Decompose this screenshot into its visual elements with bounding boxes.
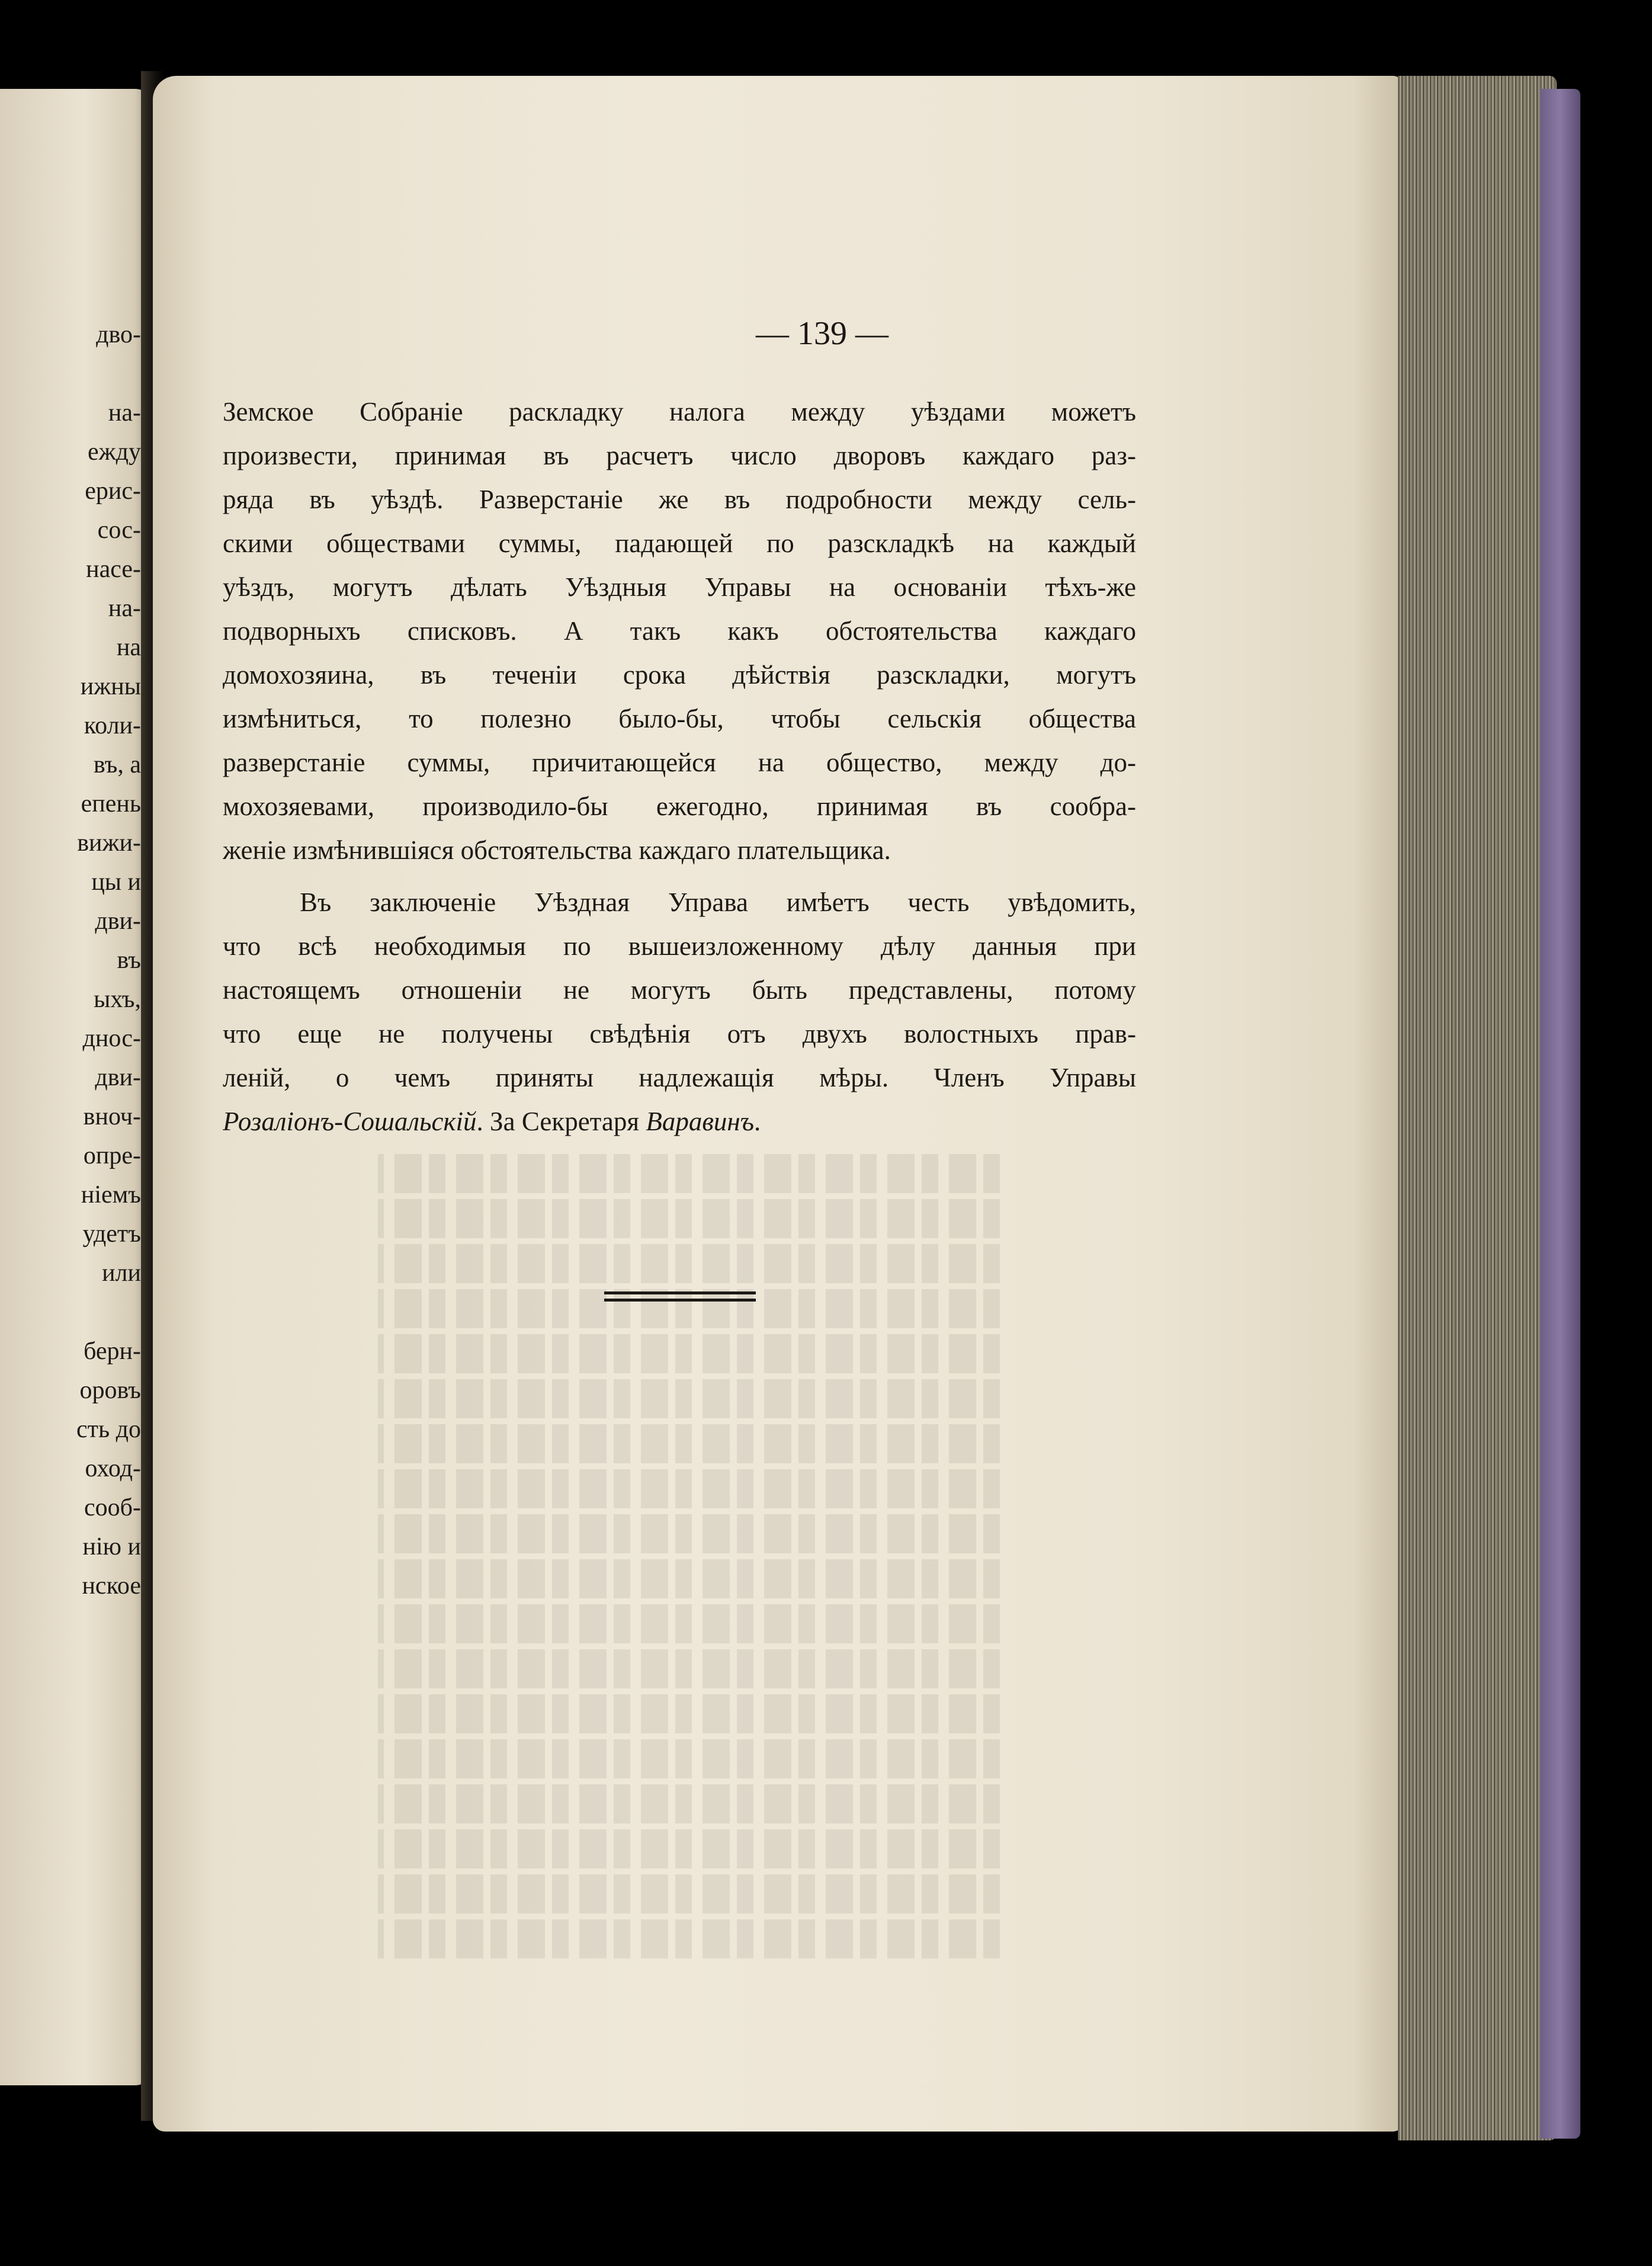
- signature-name: Варавинъ: [646, 1107, 755, 1136]
- left-text-line: опре-: [83, 1142, 141, 1169]
- double-rule-divider: [604, 1291, 756, 1302]
- text-line: домохозяина, въ теченiи срока дѣйствiя разскладки, могутъ: [223, 660, 1136, 690]
- text-line: Въ заключенiе Уѣздная Управа имѣетъ честь увѣдомить,: [300, 887, 1136, 917]
- left-page: [0, 89, 153, 2085]
- text-line: скими обществами суммы, падающей по разскладкѣ на каждый: [223, 528, 1136, 558]
- left-text-line: оход-: [85, 1455, 141, 1482]
- left-text-line: вноч-: [83, 1103, 141, 1130]
- signature-end: .: [754, 1107, 761, 1136]
- body-text: [223, 390, 1136, 1143]
- left-text-line: на-: [108, 595, 141, 622]
- left-text-line: дви-: [95, 1064, 141, 1091]
- left-text-line: въ: [117, 947, 141, 974]
- left-text-line: берн-: [84, 1338, 141, 1365]
- left-text-line: цы и: [91, 868, 141, 896]
- left-text-line: сооб-: [84, 1494, 141, 1521]
- left-text-line: коли-: [84, 712, 141, 739]
- text-line: ряда въ уѣздѣ. Разверстанiе же въ подробности между сель-: [223, 485, 1136, 514]
- left-text-line: епень: [81, 790, 141, 818]
- text-line: настоящемъ отношенiи не могутъ быть представлены, потому: [223, 975, 1136, 1005]
- left-text-line: дви-: [95, 908, 141, 935]
- signature-separator: . За Секретаря: [476, 1107, 646, 1136]
- left-text-line: вижи-: [77, 829, 141, 857]
- text-line: женiе измѣнившiяся обстоятельства каждаго плательщика.: [223, 835, 891, 865]
- left-text-line: удетъ: [82, 1220, 141, 1248]
- left-text-line: ижны: [80, 673, 141, 700]
- bleed-through-text: [378, 1154, 1000, 1964]
- text-line: Земское Собранiе раскладку налога между уѣздами можетъ: [223, 397, 1136, 427]
- text-line: подворныхъ списковъ. А такъ какъ обстоятельства каждаго: [223, 616, 1136, 646]
- text-line: разверстанiе суммы, причитающейся на общество, между до-: [223, 748, 1136, 777]
- text-line: что еще не получены свѣдѣнiя отъ двухъ волостныхъ прав-: [223, 1019, 1136, 1049]
- left-text-line: [0, 354, 141, 393]
- text-line: измѣниться, то полезно было-бы, чтобы сельскiя общества: [223, 704, 1136, 733]
- text-line: что всѣ необходимыя по вышеизложенному дѣлу данныя при: [223, 931, 1136, 961]
- left-text-line: ыхъ,: [94, 986, 141, 1013]
- left-text-line: днос-: [82, 1025, 141, 1052]
- left-text-line: насе-: [86, 556, 141, 583]
- book-cover-edge: [1540, 89, 1580, 2139]
- right-page: [153, 76, 1403, 2132]
- left-text-line: нiемъ: [81, 1181, 141, 1209]
- left-text-line: нiю и: [82, 1533, 141, 1560]
- left-text-line: оровъ: [79, 1377, 141, 1404]
- page-number: — 139 —: [756, 315, 888, 352]
- text-line: уѣздъ, могутъ дѣлать Уѣздныя Управы на основанiи тѣхъ-же: [223, 572, 1136, 602]
- left-page-text: [0, 315, 141, 1605]
- page-fore-edge: [1398, 76, 1557, 2140]
- signature-line: [223, 1100, 1136, 1143]
- left-text-line: сть до: [76, 1416, 141, 1443]
- left-text-line: нское: [82, 1572, 141, 1600]
- text-line: ленiй, о чемъ приняты надлежащiя мѣры. Членъ Управы: [223, 1063, 1136, 1092]
- left-text-line: въ, а: [93, 751, 141, 778]
- left-text-line: сос-: [97, 517, 141, 544]
- text-line: произвести, принимая въ расчетъ число дворовъ каждаго раз-: [223, 441, 1136, 470]
- left-text-line: ежду: [87, 438, 141, 466]
- left-text-line: на-: [108, 399, 141, 427]
- left-text-line: на: [116, 634, 141, 661]
- left-text-line: [0, 1293, 141, 1332]
- left-text-line: дво-: [96, 321, 141, 348]
- signature-name: Розалiонъ-Сошальскiй: [223, 1107, 477, 1136]
- left-text-line: или: [102, 1259, 141, 1287]
- text-line: мохозяевами, производило-бы ежегодно, принимая въ сообра-: [223, 791, 1136, 821]
- left-text-line: ерис-: [85, 477, 141, 505]
